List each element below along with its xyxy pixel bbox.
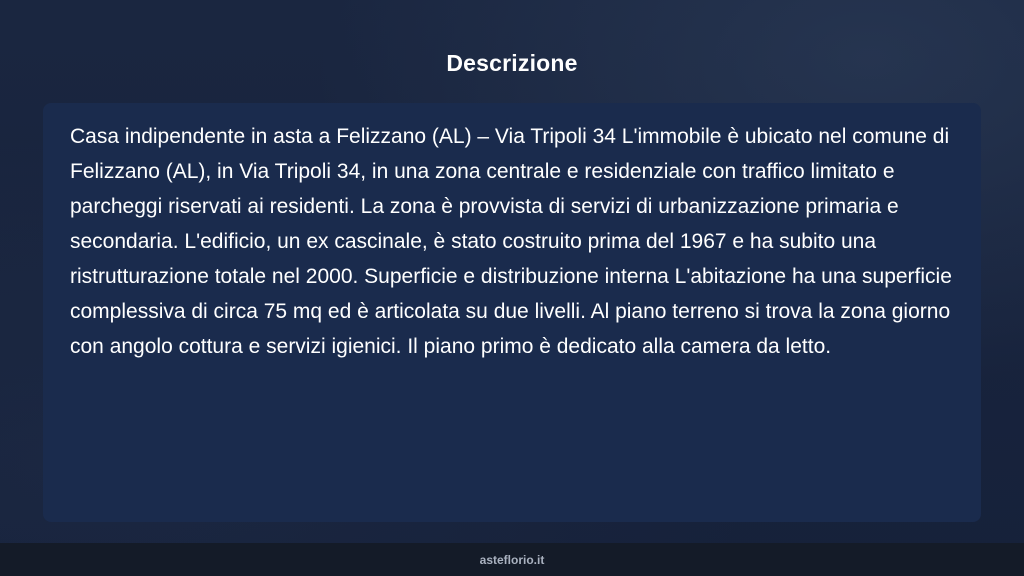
page-title: Descrizione [446,50,578,76]
footer-bar [0,543,1024,576]
footer-site-label: asteflorio.it [479,552,545,567]
description-text: Casa indipendente in asta a Felizzano (AL) – Via Tripoli 34 L'immobile è ubicato nel comune di Felizzano (AL), in Via Tripoli 34, in una zona centrale e residenziale con traffico limitato e parcheggi riservati ai residenti. La zona è provvista di servizi di urbanizzazione primaria e secondaria. L'edificio, un ex cascinale, è stato costruito prima del 1967 e ha subito una ristrutturazione totale nel 2000. Superficie e distribuzione interna L'abitazione ha una superficie complessiva di circa 75 mq ed è articolata su due livelli. Al piano terreno si trova la zona giorno con angolo cottura e servizi igienici. Il piano primo è dedicato alla camera da letto. [70,125,952,358]
description-card [43,103,981,522]
